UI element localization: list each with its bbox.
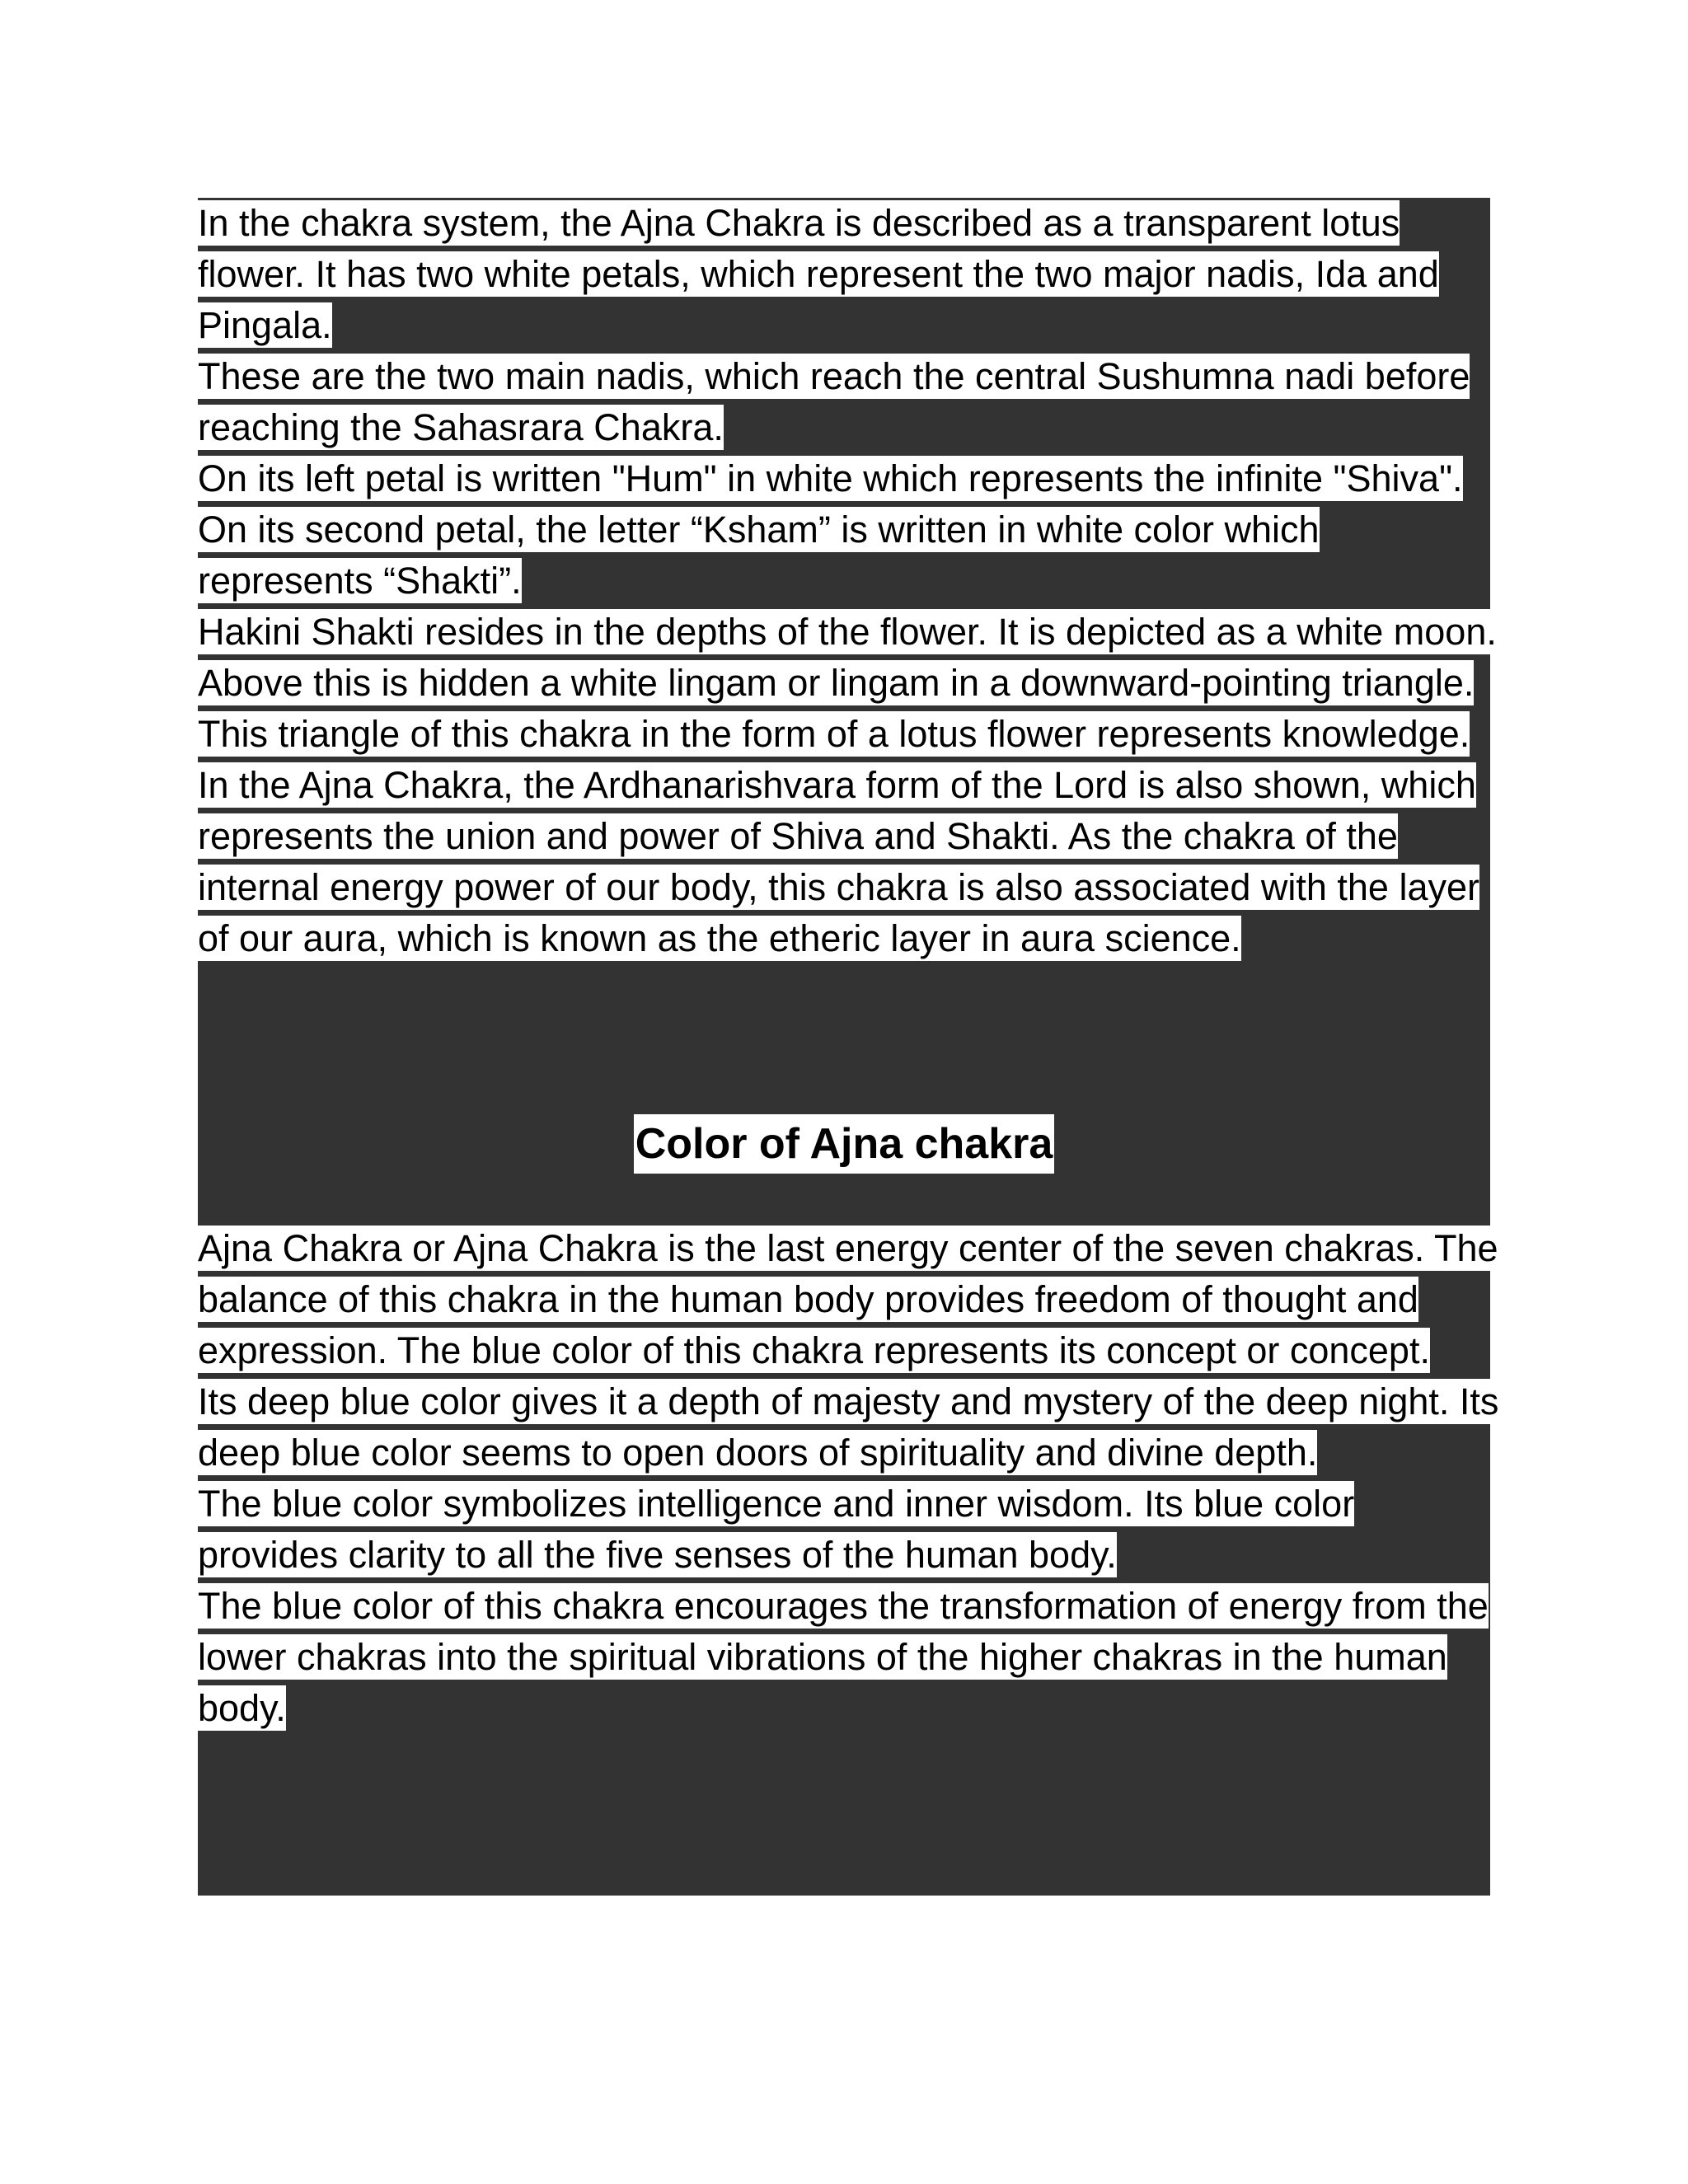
paragraph-text: On its left petal is written "Hum" in white which represents the infinite "Shiva". On its second petal, the letter “Ksham” is written in white color which represents “Shakti”. (198, 457, 1463, 602)
paragraph-text: These are the two main nadis, which reach the central Sushumna nadi before reaching the Sahasrara Chakra. (198, 355, 1470, 448)
paragraph (198, 1223, 1500, 1376)
section-1 (198, 198, 1500, 964)
paragraph-text: In the Ajna Chakra, the Ardhanarishvara form of the Lord is also shown, which represents the union and power of Shiva and Shakti. As the chakra of the internal energy power of our body, this chakra is also associated with the layer of our aura, which is known as the etheric layer in aura science. (198, 764, 1479, 959)
paragraph (198, 607, 1500, 760)
paragraph-text: Hakini Shakti resides in the depths of the flower. It is depicted as a white moon. Above this is hidden a white lingam or lingam in a downward-pointing triangle. This triangle of this chakra in the form of a lotus flower represents knowledge. (198, 611, 1497, 755)
paragraph (198, 1479, 1500, 1581)
section-heading: Color of Ajna chakra (634, 1114, 1055, 1174)
paragraph (198, 198, 1500, 351)
paragraph-text: The blue color symbolizes intelligence and inner wisdom. Its blue color provides clarity to all the five senses of the human body. (198, 1483, 1355, 1576)
paragraph (198, 1581, 1500, 1734)
paragraph-text: Its deep blue color gives it a depth of majesty and mystery of the deep night. Its deep blue color seems to open doors of spirituality and divine depth. (198, 1380, 1499, 1474)
section-heading-wrap (198, 1114, 1490, 1174)
section-2 (198, 1223, 1500, 1734)
paragraph (198, 453, 1500, 607)
paragraph-text: Ajna Chakra or Ajna Chakra is the last energy center of the seven chakras. The balance of this chakra in the human body provides freedom of thought and expression. The blue color of this chakra represents its concept or concept. (198, 1227, 1498, 1371)
paragraph-text: The blue color of this chakra encourages the transformation of energy from the lower chakras into the spiritual vibrations of the higher chakras in the human body. (198, 1585, 1489, 1729)
paragraph (198, 351, 1500, 453)
paragraph-text: In the chakra system, the Ajna Chakra is described as a transparent lotus flower. It has two white petals, which represent the two major nadis, Ida and Pingala. (198, 202, 1439, 346)
paragraph (198, 1376, 1500, 1479)
paragraph (198, 760, 1500, 964)
